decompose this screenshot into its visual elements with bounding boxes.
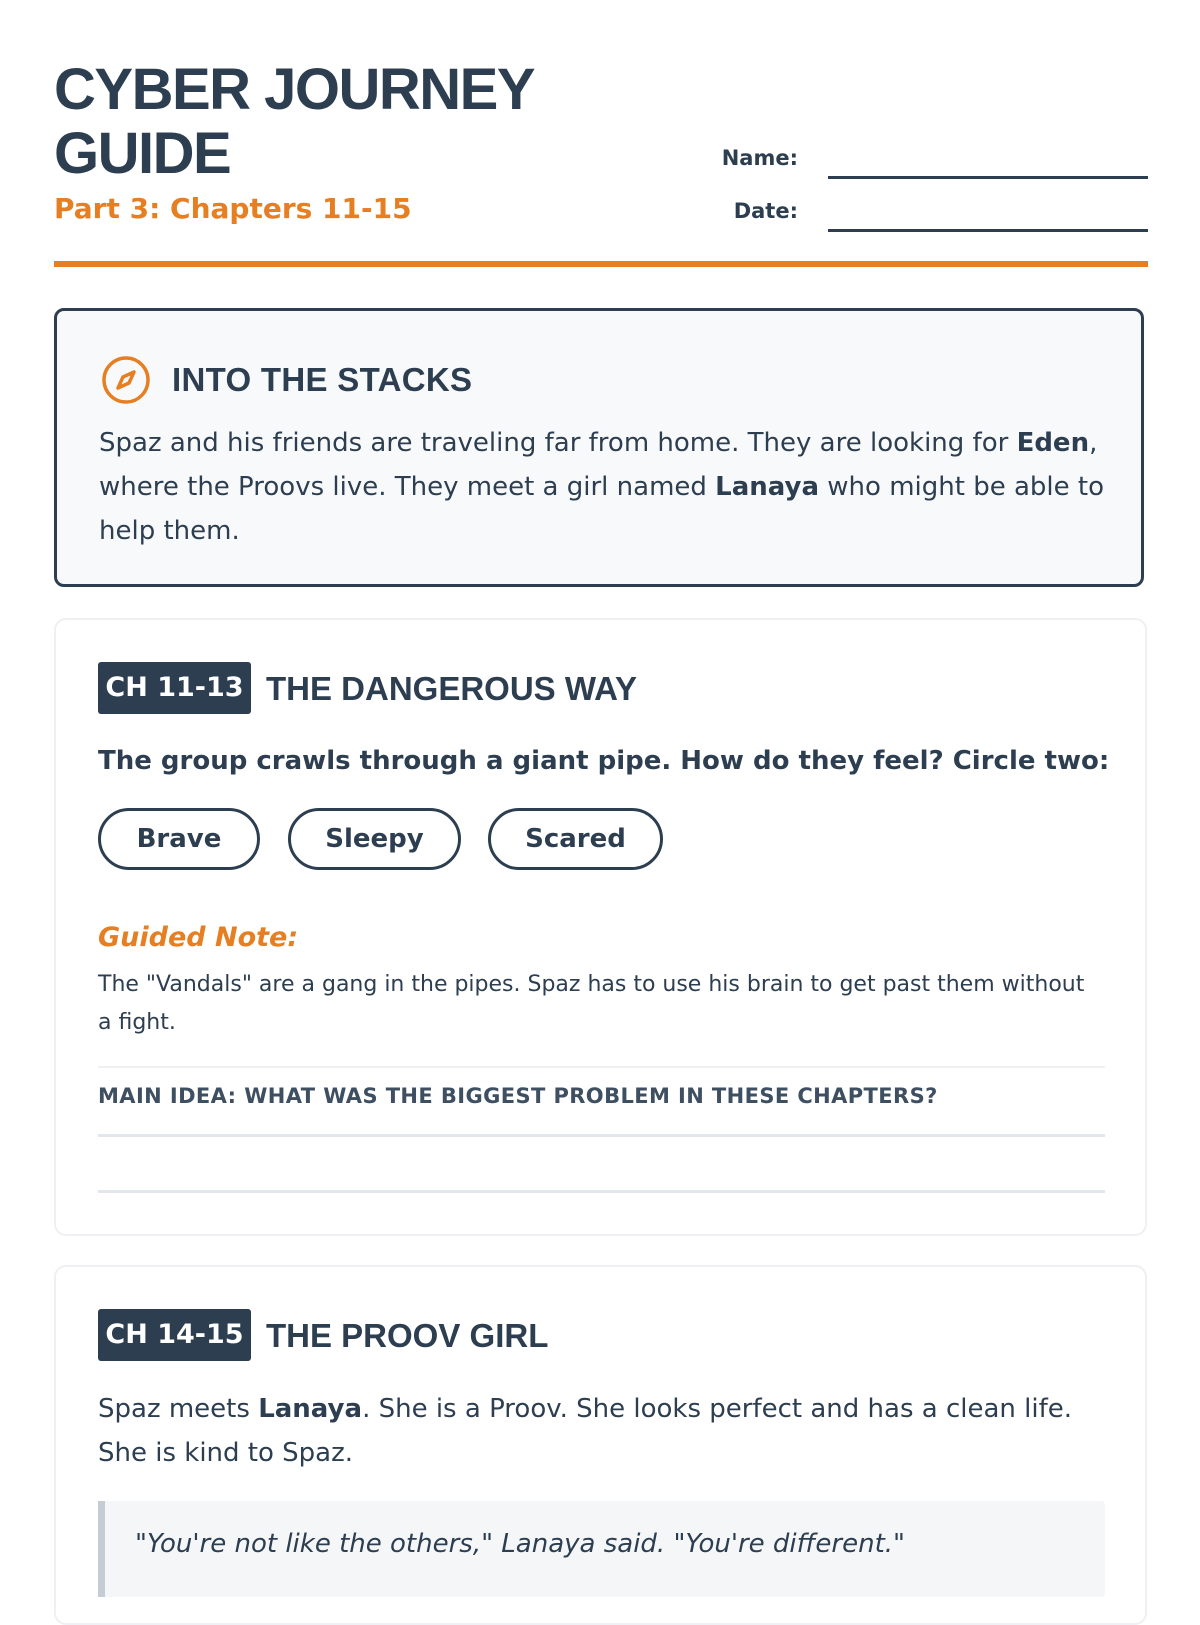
page-subtitle: Part 3: Chapters 11-15 bbox=[54, 192, 412, 225]
intro-box bbox=[54, 308, 1144, 587]
date-field[interactable] bbox=[828, 229, 1148, 232]
section-divider bbox=[98, 1066, 1105, 1068]
section-text: Spaz meets Lanaya. She is a Proov. She looks perfect and has a clean life. She is kind to Spaz. bbox=[98, 1394, 1073, 1468]
highlight-lanaya: Lanaya bbox=[258, 1394, 363, 1424]
title-line-1: CYBER JOURNEY bbox=[54, 57, 535, 122]
option-brave[interactable]: Brave bbox=[98, 808, 260, 870]
option-sleepy[interactable]: Sleepy bbox=[288, 808, 461, 870]
guided-note-text: The "Vandals" are a gang in the pipes. Spaz has to use his brain to get past them without a fight. bbox=[98, 972, 1085, 1035]
answer-line-2[interactable] bbox=[98, 1190, 1105, 1193]
guided-note-label: Guided Note: bbox=[98, 922, 299, 953]
intro-text: Spaz and his friends are traveling far from home. They are looking for Eden, where the Proovs live. They meet a girl named Lanaya who might be able to help them. bbox=[99, 428, 1104, 546]
quote-block bbox=[98, 1501, 1105, 1597]
chapter-badge: CH 14-15 bbox=[98, 1309, 251, 1361]
question-text: The group crawls through a giant pipe. How do they feel? Circle two: bbox=[98, 746, 1110, 776]
compass-icon bbox=[101, 355, 151, 405]
section-title: THE DANGEROUS WAY bbox=[266, 670, 637, 707]
quote-text: "You're not like the others," Lanaya said. "You're different." bbox=[135, 1529, 905, 1559]
section-title: THE PROOV GIRL bbox=[266, 1317, 549, 1354]
option-scared[interactable]: Scared bbox=[488, 808, 663, 870]
header-divider bbox=[54, 261, 1148, 267]
date-label: Date: bbox=[733, 199, 798, 223]
title-line-2: GUIDE bbox=[54, 121, 231, 186]
name-label: Name: bbox=[721, 146, 798, 170]
highlight-lanaya: Lanaya bbox=[715, 472, 820, 502]
name-field[interactable] bbox=[828, 176, 1148, 179]
main-idea-prompt: MAIN IDEA: WHAT WAS THE BIGGEST PROBLEM IN THESE CHAPTERS? bbox=[98, 1084, 938, 1108]
chapter-badge: CH 11-13 bbox=[98, 662, 251, 714]
section-ch-14-15 bbox=[54, 1265, 1147, 1625]
intro-heading: INTO THE STACKS bbox=[172, 361, 473, 398]
highlight-eden: Eden bbox=[1016, 428, 1090, 458]
page-title bbox=[54, 58, 654, 186]
section-ch-11-13 bbox=[54, 618, 1147, 1236]
answer-line-1[interactable] bbox=[98, 1134, 1105, 1137]
